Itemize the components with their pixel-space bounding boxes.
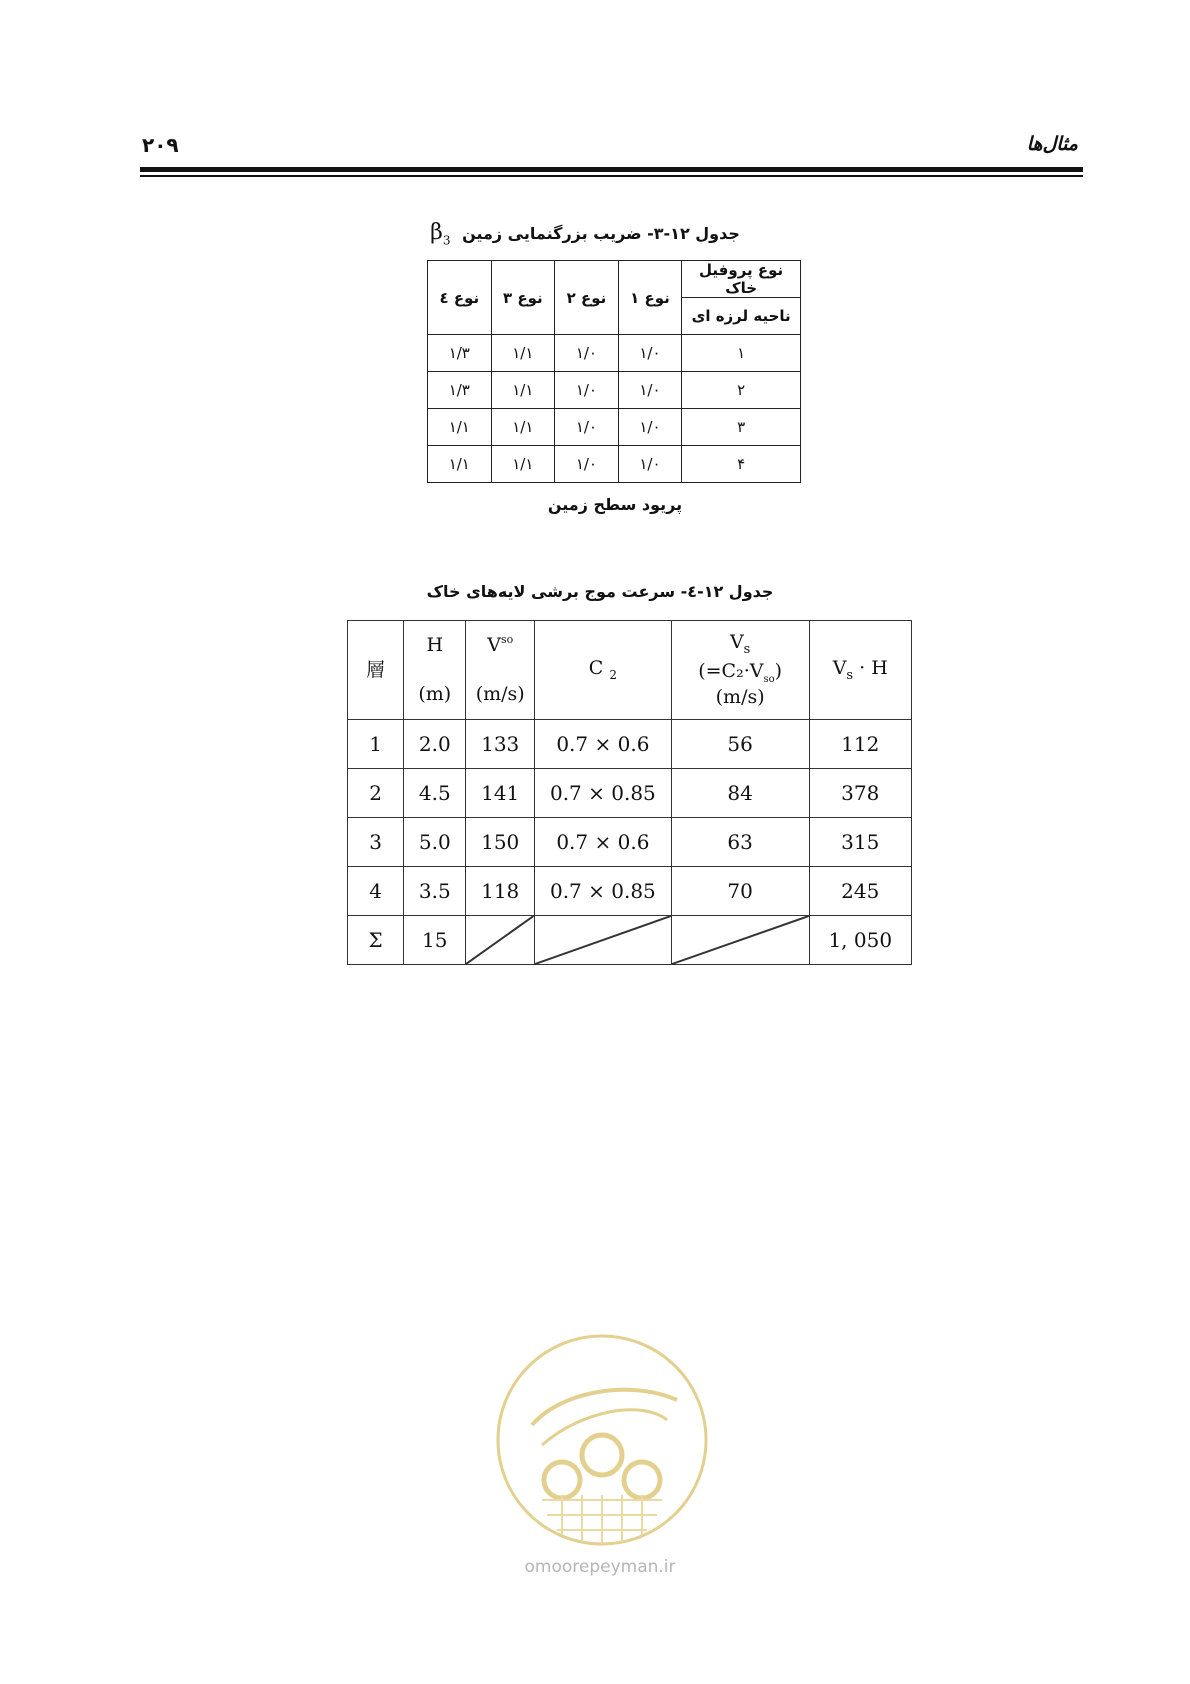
beta-symbol-sub: 3 [442, 233, 451, 248]
table2-empty-diagonal [466, 916, 535, 965]
diagonal-line [535, 916, 671, 964]
table2-layer: 4 [348, 867, 404, 916]
table2-vso: 150 [466, 818, 535, 867]
table1-row-header-top: نوع پروفیل خاک [682, 261, 801, 298]
table1-note: پریود سطح زمین [547, 495, 683, 514]
watermark-text: omoorepeyman.ir [524, 1557, 676, 1577]
h-unit: (m) [418, 683, 452, 706]
table2-col-c2 [534, 621, 671, 720]
diagonal-line [466, 916, 534, 964]
table1-col-type3: نوع ۳ [491, 261, 555, 335]
table-row [428, 335, 801, 372]
table2-col-vs [671, 621, 809, 720]
c2-sub: 2 [609, 668, 617, 683]
table1-zone: ۱ [682, 335, 801, 372]
table2-c2: 0.7 × 0.85 [534, 769, 671, 818]
table2-vs: 84 [671, 769, 809, 818]
table2-layer: 3 [348, 818, 404, 867]
table1-cell: ۱/۱ [491, 409, 555, 446]
table2-total-row [348, 916, 912, 965]
table1-cell: ۱/۳ [428, 372, 492, 409]
diagonal-line [672, 916, 809, 964]
table-row [428, 409, 801, 446]
table-row [348, 720, 912, 769]
table1-cell: ۱/۱ [491, 335, 555, 372]
vs-unit: (m/s) [715, 686, 765, 709]
table2-vso: 118 [466, 867, 535, 916]
table2-caption: جدول ۱۲-٤- سرعت موج برشی لایه‌های خاک [426, 582, 774, 601]
vs-formula-end: ) [774, 659, 783, 682]
table1-cell: ۱/۱ [428, 446, 492, 483]
table1-cell: ۱/۰ [555, 372, 619, 409]
table2-h: 3.5 [404, 867, 466, 916]
vso-unit: (m/s) [475, 683, 525, 706]
page-number: ۲۰۹ [142, 133, 179, 157]
section-title: مثال‌ها [1026, 133, 1078, 155]
table2-total-vsh: 1, 050 [809, 916, 912, 965]
table2-vsh: 315 [809, 818, 912, 867]
table2-total-h: 15 [404, 916, 466, 965]
table1-caption [420, 220, 750, 247]
shear-wave-table [347, 620, 912, 965]
table2-empty-diagonal [671, 916, 809, 965]
table1-cell: ۱/۳ [428, 335, 492, 372]
table1-cell: ۱/۰ [618, 446, 682, 483]
table2-col-vsh [809, 621, 912, 720]
table2-empty-diagonal [534, 916, 671, 965]
vs-formula-sub: so [763, 673, 775, 685]
vs-formula: (=C₂·V [698, 659, 764, 682]
table1-cell: ۱/۱ [491, 372, 555, 409]
table2-vs: 56 [671, 720, 809, 769]
table2-col-vso [466, 621, 535, 720]
table1-cell: ۱/۰ [555, 446, 619, 483]
vsh-symbol: V [832, 656, 847, 679]
table1-cell: ۱/۰ [555, 335, 619, 372]
table-row [348, 818, 912, 867]
table-row [428, 446, 801, 483]
table1-header-row [428, 261, 801, 298]
table2-h: 4.5 [404, 769, 466, 818]
table2-vsh: 245 [809, 867, 912, 916]
c2-symbol: C [588, 657, 604, 680]
header-rule-thin [140, 175, 1083, 177]
table1-caption-text: جدول ۱۲-۳- ضریب بزرگنمایی زمین [462, 224, 740, 243]
beta-symbol [430, 220, 451, 248]
table1-zone: ۳ [682, 409, 801, 446]
table1-cell: ۱/۰ [618, 409, 682, 446]
h-symbol: H [426, 633, 444, 656]
table2-sum-symbol: Σ [348, 916, 404, 965]
table1-zone: ۲ [682, 372, 801, 409]
table1-zone: ۴ [682, 446, 801, 483]
table2-vso: 141 [466, 769, 535, 818]
vs-sub: s [743, 641, 751, 657]
table2-vsh: 378 [809, 769, 912, 818]
table2-vso: 133 [466, 720, 535, 769]
table2-c2: 0.7 × 0.6 [534, 818, 671, 867]
table1-cell: ۱/۰ [555, 409, 619, 446]
table2-vs: 70 [671, 867, 809, 916]
table1-col-type4: نوع ٤ [428, 261, 492, 335]
vso-symbol: V [487, 633, 501, 656]
amplification-table [427, 260, 801, 483]
vs-symbol: V [729, 630, 744, 653]
vsh-sub: s [846, 667, 854, 683]
table2-layer: 2 [348, 769, 404, 818]
table-row [428, 372, 801, 409]
table1-col-type2: نوع ۲ [555, 261, 619, 335]
table1-col-type1: نوع ۱ [618, 261, 682, 335]
table2-header-row [348, 621, 912, 720]
table1-cell: ۱/۱ [428, 409, 492, 446]
table1-cell: ۱/۱ [491, 446, 555, 483]
vso-sub: so [500, 632, 514, 646]
table1-row-header-bottom: ناحیه لرزه ای [682, 298, 801, 335]
table2-c2: 0.7 × 0.85 [534, 867, 671, 916]
table2-h: 2.0 [404, 720, 466, 769]
table2-layer: 1 [348, 720, 404, 769]
table2-c2: 0.7 × 0.6 [534, 720, 671, 769]
beta-symbol-main: β [430, 220, 443, 245]
header-rule-thick [140, 167, 1083, 172]
table2-vsh: 112 [809, 720, 912, 769]
vsh-rest: · H [853, 656, 888, 679]
table-row [348, 769, 912, 818]
table2-h: 5.0 [404, 818, 466, 867]
table1-cell: ۱/۰ [618, 372, 682, 409]
table2-col-h [404, 621, 466, 720]
table2-col-layer: 層 [348, 621, 404, 720]
watermark-logo-icon [492, 1330, 712, 1550]
table2-vs: 63 [671, 818, 809, 867]
table1-cell: ۱/۰ [618, 335, 682, 372]
table-row [348, 867, 912, 916]
